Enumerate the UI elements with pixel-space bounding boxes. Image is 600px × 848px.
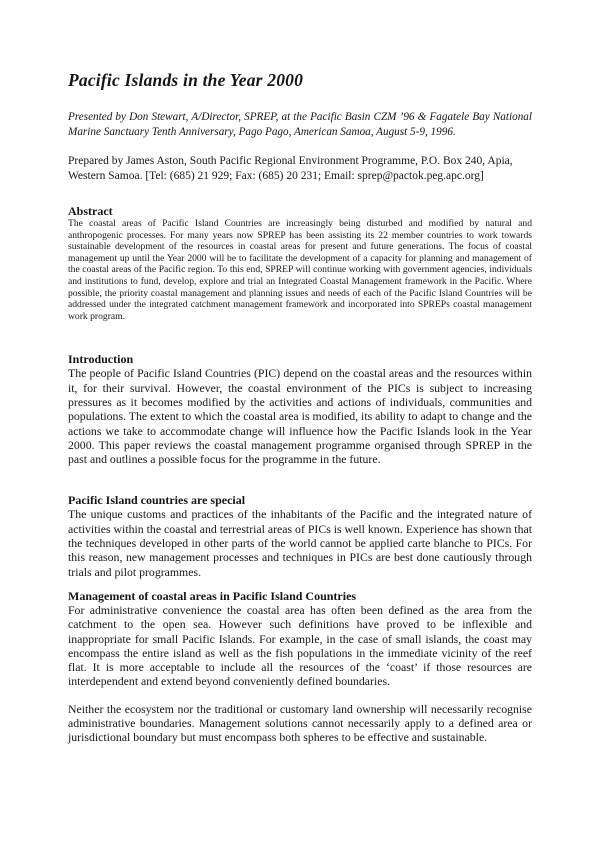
prepared-by-line: Prepared by James Aston, South Pacific Regional Environment Programme, P.O. Box 240, Apia, Western Samoa. [Tel: (685) 21 929; Fax: (685) 20 231; Email: sprep@pactok.peg.apc.org] bbox=[68, 155, 513, 182]
abstract-heading: Abstract bbox=[68, 204, 113, 218]
presented-by-line: Presented by Don Stewart, A/Director, SPREP, at the Pacific Basin CZM ’96 & Fagatele Bay National Marine Sanctuary Tenth Anniversary, Pago Pago, American Samoa, August 5-9, 1996. bbox=[68, 111, 532, 138]
management-coastal-areas-heading: Management of coastal areas in Pacific Island Countries bbox=[68, 588, 357, 603]
pacific-islands-special-heading: Pacific Island countries are special bbox=[68, 493, 246, 508]
pacific-islands-special-paragraph: The unique customs and practices of the inhabitants of the Pacific and the integrated nature of activities within the coastal and terrestrial areas of PICs is well known. Experience has shown that the techniques developed in other parts of the world cannot be applied carte blanche to PICs. For this reason, new management processes and techniques in PICs are best done cautiously through trials and pilot programmes. bbox=[68, 507, 532, 579]
section-introduction bbox=[68, 353, 532, 466]
abstract-paragraph: The coastal areas of Pacific Island Countries are increasingly being disturbed and modified by natural and anthropogenic processes. For many years now SPREP has been assisting its 22 member countries to work towards sustainable development of the resources in coastal areas for present and future generations. The focus of coastal management up until the Year 2000 will be to facilitate the development of a capacity for planning and management of the coastal areas of the Pacific region. To this end, SPREP will continue working with government agencies, individuals and institutions to fund, develop, explore and trial an Integrated Coastal Management framework in the Pacific. Where possible, the priority coastal management and planning issues and needs of each of the Pacific Island Countries will be addressed under the integrated catchment management framework and incorporated into SPREPs coastal management work program. bbox=[68, 218, 532, 322]
introduction-heading: Introduction bbox=[68, 352, 134, 367]
introduction-paragraph: The people of Pacific Island Countries (PIC) depend on the coastal areas and the resources within it, for their survival. However, the coastal environment of the PICs is subject to increasing pressures as it becomes modified by the activities and actions of individuals, communities and populations. The extent to which the coastal area is modified, its ability to adapt to change and the actions we take to accommodate change will influence how the Pacific Islands look in the Year 2000. This paper reviews the coastal management programme organised through SPREP in the past and outlines a possible focus for the programme in the future. bbox=[68, 366, 532, 467]
section-pacific-islands-special bbox=[68, 494, 532, 578]
section-management-coastal-areas bbox=[68, 590, 532, 745]
management-paragraph-2: Neither the ecosystem nor the traditional or customary land ownership will necessarily recognise administrative boundaries. Management solutions cannot necessarily apply to a defined area or jurisdictional boundary but must encompass both spheres to be effective and sustainable. bbox=[68, 701, 532, 745]
document-title: Pacific Islands in the Year 2000 bbox=[68, 70, 304, 90]
management-paragraph-1: For administrative convenience the coastal area has often been defined as the area from the catchment to the open sea. However such definitions have proved to be inflexible and inappropriate for small Pacific Islands. For example, in the case of small islands, the coast may encompass the entire island as well as the fish populations in the immediate vicinity of the reef flat. It is more acceptable to include all the resources of the ‘coast’ if those resources are interdependent and extend beyond conveniently defined boundaries. bbox=[68, 602, 532, 689]
section-abstract bbox=[68, 205, 532, 322]
